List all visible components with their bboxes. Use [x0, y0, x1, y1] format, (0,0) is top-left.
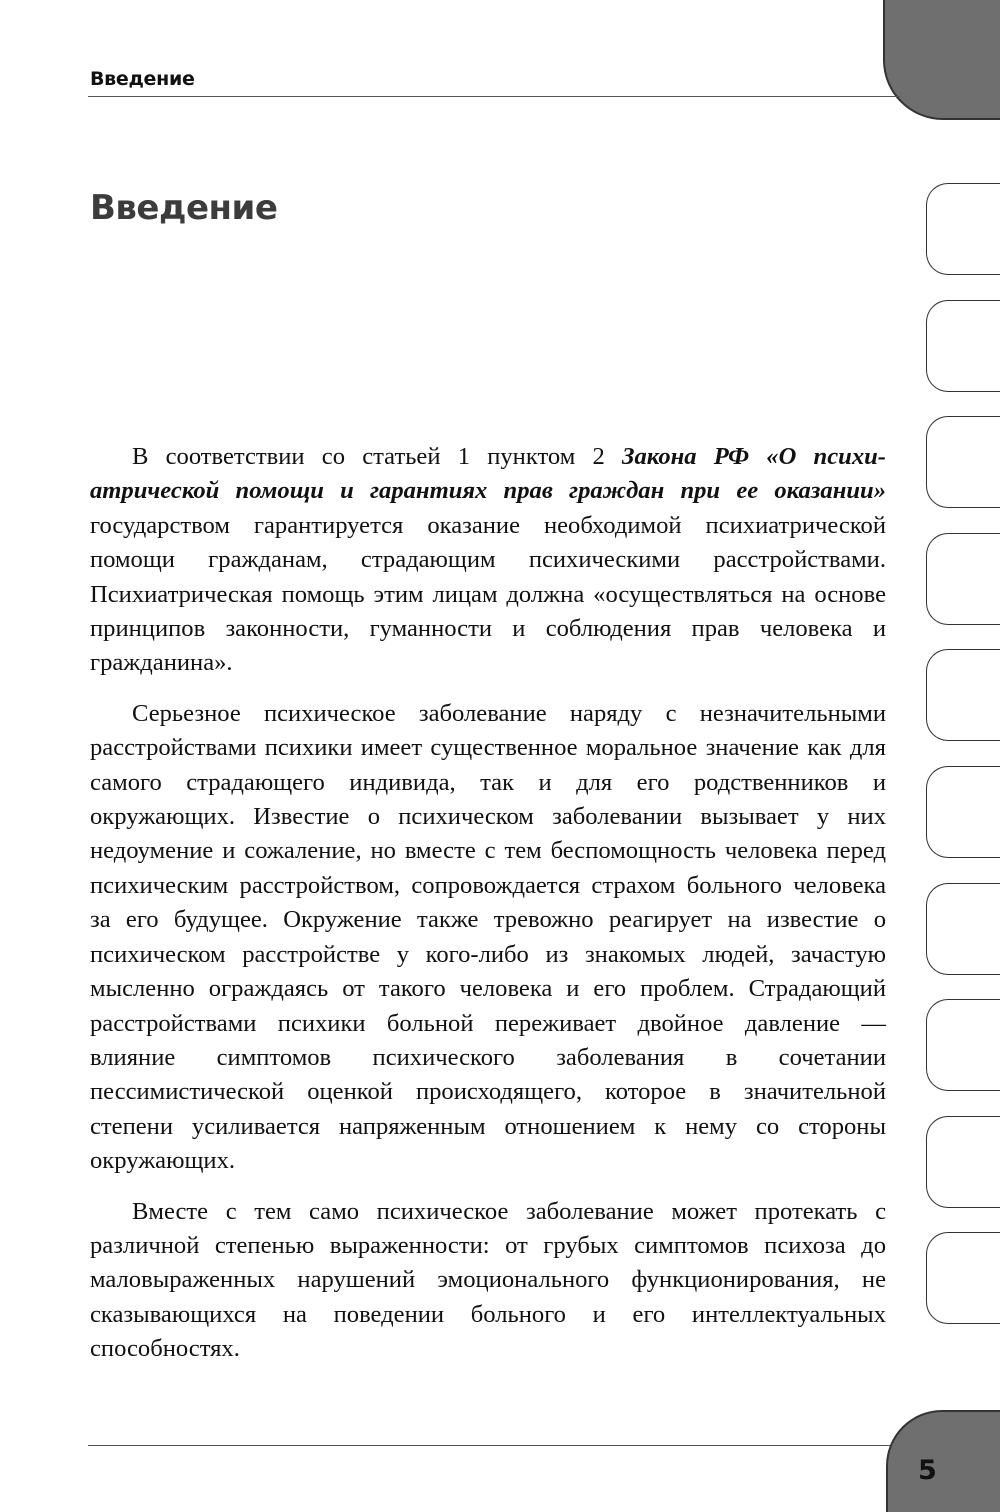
thumb-tab [926, 999, 1000, 1091]
thumb-tab [926, 1116, 1000, 1208]
thumb-tab [926, 883, 1000, 975]
paragraph-1-lead: В соответствии со статьей 1 пунктом 2 [132, 443, 622, 470]
paragraph-1-rest: государством гарантируется оказание необходимой психиатрической помощи гражданам, страдающим психическими расстройствами. Психиатрическая помощь этим лицам должна «осуществляться на основе принципов законности, гуманности и соблюдения прав человека и гражданина». [90, 511, 886, 677]
thumb-index-tabs [926, 183, 1000, 1349]
law-title-emphasis: Закона РФ «О психиатрической помощи и гарантиях прав граждан при ее оказании» [90, 443, 886, 505]
page-number: 5 [918, 1455, 937, 1486]
corner-tab-decoration [883, 0, 1000, 120]
thumb-tab [926, 533, 1000, 625]
thumb-tab [926, 300, 1000, 392]
thumb-tab [926, 183, 1000, 275]
chapter-title: Введение [90, 188, 278, 228]
paragraph-1 [90, 440, 886, 681]
thumb-tab [926, 416, 1000, 508]
page-number-tab [886, 1410, 1000, 1512]
paragraph-2: Серьезное психическое заболевание наряду с незначительными расстройствами психики имеет существенное моральное значение как для самого страдающего индивида, так и для его родственников и окружающих. Известие о психическом заболевании вызывает у них недоумение и сожаление, но вместе с тем беспомощность человека перед психическим расстройством, сопровождается страхом больного человека за его будущее. Окружение также тревожно реагирует на известие о психическом расстройстве у кого-либо из знакомых людей, зачастую мысленно ограждаясь от такого человека и его проблем. Страдающий расстройствами психики больной переживает двойное давление — влияние симптомов психического заболевания в сочетании пессимистической оценкой происходящего, которое в значительной степени усиливается напряженным отношением к нему со стороны окружающих. [90, 699, 886, 1175]
running-head: Введение [90, 68, 195, 90]
thumb-tab [926, 1232, 1000, 1324]
header-rule [88, 96, 900, 97]
thumb-tab [926, 649, 1000, 741]
thumb-tab [926, 766, 1000, 858]
footer-rule [88, 1445, 900, 1446]
paragraph-3: Вместе с тем само психическое заболевание может протекать с различной степенью выраженности: от грубых симптомов психоза до маловыраженных нарушений эмоционального функционирования, не сказывающихся на поведении больного и его интеллектуальных способностях. [90, 1197, 886, 1363]
body-text [90, 440, 886, 1383]
